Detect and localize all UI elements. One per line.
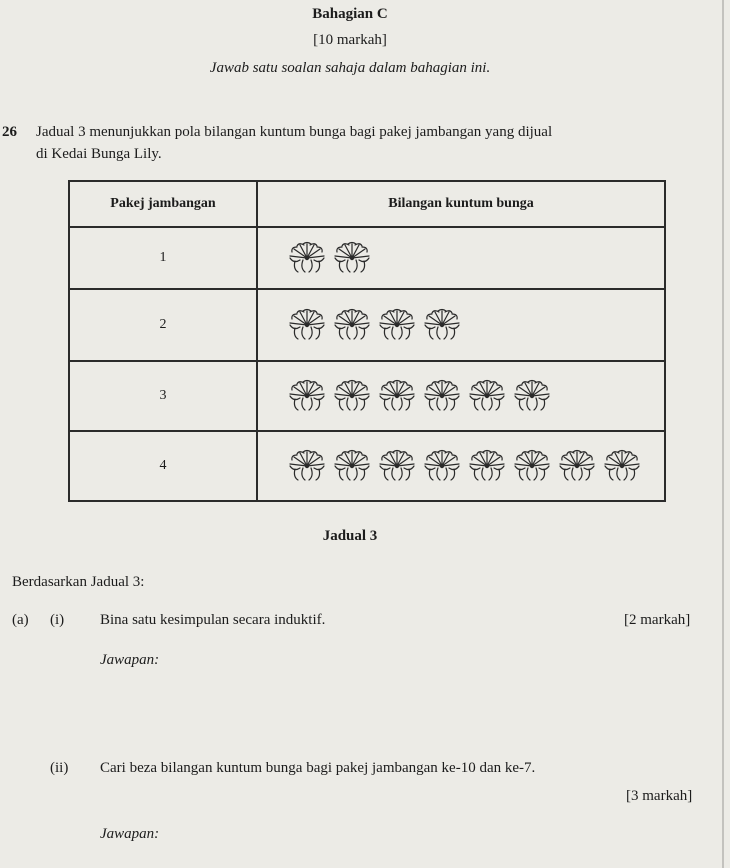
table-row	[69, 227, 665, 289]
part-i-text: Bina satu kesimpulan secara induktif.	[100, 612, 326, 628]
flower-count-cell	[257, 431, 665, 501]
flower-icon	[466, 449, 508, 483]
header-package: Pakej jambangan	[69, 181, 257, 227]
flower-icon	[466, 379, 508, 413]
table-row	[69, 289, 665, 361]
package-number: 2	[69, 289, 257, 361]
flower-icon	[376, 308, 418, 342]
flower-count-cell	[257, 289, 665, 361]
flower-count-cell	[257, 227, 665, 289]
flower-icon	[421, 449, 463, 483]
flower-icon	[421, 379, 463, 413]
flower-count-cell	[257, 361, 665, 431]
flower-icon	[286, 449, 328, 483]
table-row	[69, 431, 665, 501]
flower-icon	[511, 449, 553, 483]
question-line-2: di Kedai Bunga Lily.	[36, 146, 162, 162]
package-number: 3	[69, 361, 257, 431]
flower-icon	[601, 449, 643, 483]
flower-icon	[331, 241, 373, 275]
part-a-label: (a)	[12, 612, 29, 628]
intro-text: Berdasarkan Jadual 3:	[12, 574, 145, 590]
section-title: Bahagian C	[312, 6, 388, 22]
flower-icon	[331, 449, 373, 483]
table-row	[69, 361, 665, 431]
flower-icon	[376, 449, 418, 483]
part-ii-text: Cari beza bilangan kuntum bunga bagi pakej jambangan ke-10 dan ke-7.	[100, 760, 536, 776]
flower-icon	[286, 379, 328, 413]
flower-icon	[556, 449, 598, 483]
part-i-answer-label: Jawapan:	[100, 652, 160, 668]
flower-icon	[331, 308, 373, 342]
page-edge	[722, 0, 724, 868]
part-ii-label: (ii)	[50, 760, 69, 776]
header-flowers: Bilangan kuntum bunga	[257, 181, 665, 227]
section-marks: [10 markah]	[313, 32, 387, 48]
part-i-marks: [2 markah]	[624, 612, 691, 628]
question-number: 26	[2, 124, 17, 140]
question-line-1: Jadual 3 menunjukkan pola bilangan kuntum bunga bagi pakej jambangan yang dijual	[36, 124, 553, 140]
part-i-label: (i)	[50, 612, 65, 628]
table-caption: Jadual 3	[322, 528, 378, 544]
part-ii-marks: [3 markah]	[626, 788, 693, 804]
flower-icon	[331, 379, 373, 413]
section-instruction: Jawab satu soalan sahaja dalam bahagian ini.	[209, 60, 491, 76]
flower-icon	[376, 379, 418, 413]
flower-table	[68, 180, 666, 502]
part-ii-answer-label: Jawapan:	[100, 826, 160, 842]
flower-icon	[286, 308, 328, 342]
flower-icon	[286, 241, 328, 275]
flower-icon	[511, 379, 553, 413]
flower-icon	[421, 308, 463, 342]
package-number: 4	[69, 431, 257, 501]
package-number: 1	[69, 227, 257, 289]
